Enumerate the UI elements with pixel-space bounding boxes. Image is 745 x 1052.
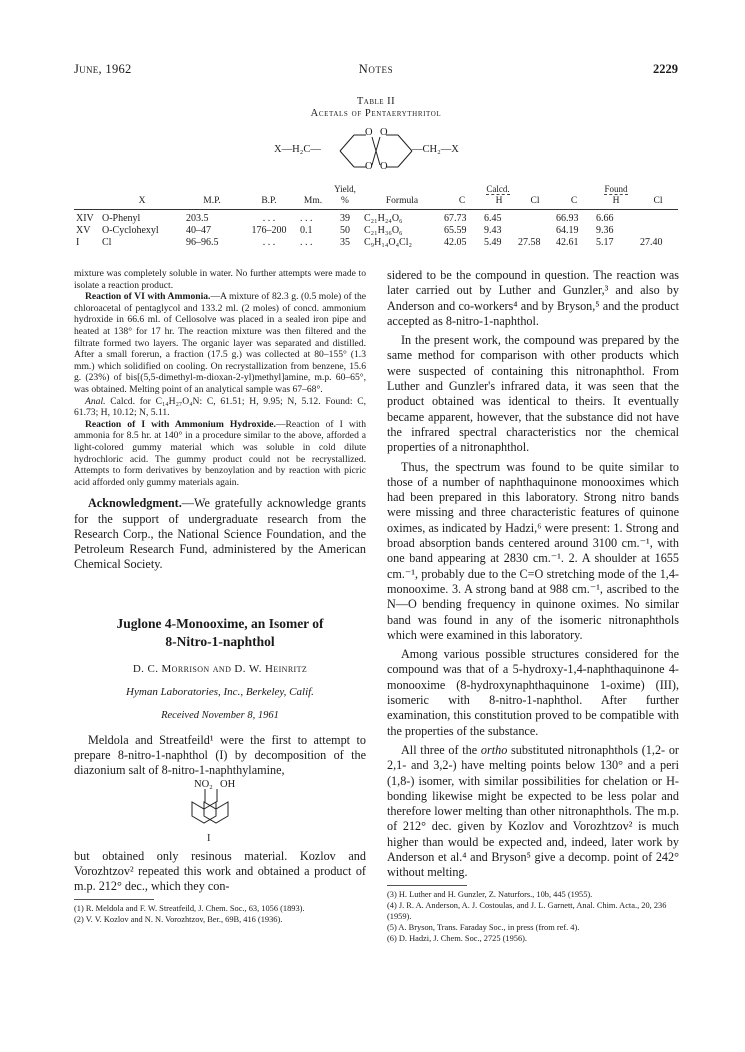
article-affiliation: Hyman Laboratories, Inc., Berkeley, Calif. bbox=[126, 685, 314, 698]
paragraph-heading: Acknowledgment. bbox=[88, 496, 182, 511]
table-cell: I bbox=[76, 237, 80, 248]
received-date: Received November 8, 1961 bbox=[161, 709, 279, 721]
column-header: % bbox=[328, 195, 362, 210]
table-cell: 42.05 bbox=[444, 237, 467, 248]
footnote: (6) D. Hadzi, J. Chem. Soc., 2725 (1956). bbox=[387, 933, 528, 943]
paragraph: mixture was completely soluble in water. No further attempts were made to isolate a reaction product. bbox=[74, 268, 366, 291]
column-header: M.P. bbox=[184, 195, 240, 210]
paragraph-text: —A mixture of 82.3 g. (0.5 mole) of the chloroacetal of pentaglycol and 133.2 ml. (2 moles) of concd. ammonium hydroxide in 66.6 ml. of Cellosolve was placed in a sealed iron pipe and heated at 138° for 17 hr. The reaction mixture was then filtered and the filtrate formed two layers. The organic layer was separated and distilled. After a small forerun, a fraction (17.5 g.) was collected at 80–155° (1.3 mm.) which solidified on cooling. On recrystallization from benzene, 15.6 g. (23%) of bis[(5,5-dimethyl-m-dioxan-2-yl)methyl]amine, m.p. 60–65°, was obtained. Melting point of an analytical sample was 67–68°. bbox=[74, 291, 366, 395]
header-date: June, 1962 bbox=[74, 62, 132, 76]
paragraph-heading: Anal. bbox=[85, 395, 106, 407]
paragraph-heading: Reaction of I with Ammonium Hydroxide. bbox=[85, 418, 276, 430]
article-authors: D. C. Morrison and D. W. Heinritz bbox=[132, 662, 308, 675]
paragraph: Thus, the spectrum was found to be quite similar to those of a number of naphthaquinone monooximes which had been prepared in this laboratory. Strong nitro bands were missing and three characteristic features of quinone oximes, as indicated by Hadzi,⁶ were present: 1. Strong and broad absorption bands centered around 3100 cm.⁻¹, with one band appearing at 2830 cm.⁻¹. 2. A shoulder at 1655 cm.⁻¹, probably due to the C=O stretching mode of the 1,4-monooxime. 3. A strong band at 988 cm.⁻¹, ascribed to the N—O bending frequency in quinone oximes. No similar band was found in any of the isomeric nitronaphthols which were examined in this laboratory. bbox=[387, 459, 679, 642]
table-cell: . . . bbox=[300, 213, 313, 224]
running-header bbox=[74, 62, 678, 78]
ring-oxygen: O bbox=[365, 127, 373, 138]
footnotes bbox=[387, 889, 679, 944]
paragraph-text: —Reaction of I with ammonia for 8.5 hr. at 140° in a procedure similar to the above, afforded a light-colored gummy material which was soluble in cold dilute hydrochloric acid. The gummy product could not be recrystallized. Attempts to form derivatives by benzoylation and by reaction with picric acid afforded only gummy materials again. bbox=[74, 418, 366, 488]
table-cell: XIV bbox=[76, 213, 94, 224]
table-cell: . . . bbox=[262, 213, 276, 224]
yield-header-top: Yield, bbox=[334, 184, 356, 194]
table-cell: 66.93 bbox=[556, 213, 579, 224]
article-title-line: Juglone 4-Monooxime, an Isomer of bbox=[116, 615, 324, 631]
table-cell: O-Cyclohexyl bbox=[102, 225, 159, 236]
paragraph bbox=[74, 419, 366, 489]
table-cell: 40–47 bbox=[186, 225, 211, 236]
paragraph-text: substituted nitronaphthols (1,2- or 2,1- and 3,2-) have melting points below 130° and a peri (1,8-) isomer, with similar possibilities for chelation or H-bonding likewise might be expected to be less polar and therefore lower melting than other nitronaphthols. The m.p. of 212° dec. given by Kozlov and Vorozhtzov² is much higher than would be expected and, indeed, later work by Anderson et al.⁴ and Bryson⁵ give a decomp. point of 242° without melting. bbox=[387, 742, 679, 880]
footnote: (5) A. Bryson, Trans. Faraday Soc., in press (from ref. 4). bbox=[387, 922, 580, 932]
footnote: (3) H. Luther and H. Gunzler, Z. Naturfors., 10b, 445 (1955). bbox=[387, 889, 593, 899]
naphthalene-drawing bbox=[74, 783, 366, 849]
paragraph bbox=[74, 291, 366, 395]
paragraph: Among various possible structures considered for the compound was that of a 5-hydroxy-1,4-naphthaquinone 4-monooxime (8-hydroxynaphthaquinone 1-oxime) (III), isomeric with 8-nitro-1-naphthol. After further examination, this constitution proved to be compatible with the properties of the substance. bbox=[387, 647, 679, 738]
left-column bbox=[74, 268, 366, 925]
column-header: B.P. bbox=[240, 195, 298, 210]
footnotes bbox=[74, 903, 366, 925]
table-header-row bbox=[74, 195, 678, 210]
table-cell: 6.66 bbox=[596, 213, 614, 224]
table-cell bbox=[638, 210, 678, 226]
paragraph-heading: Reaction of VI with Ammonia. bbox=[85, 291, 211, 303]
column-header: Cl bbox=[638, 195, 678, 210]
paragraph-text: All three of the bbox=[401, 742, 481, 757]
article-title-line: 8-Nitro-1-naphthol bbox=[165, 633, 275, 649]
table-number: Table II bbox=[356, 96, 396, 107]
article-body bbox=[74, 733, 366, 779]
table-cell: 9.36 bbox=[596, 225, 614, 236]
right-column bbox=[387, 268, 679, 944]
paragraph bbox=[387, 743, 679, 881]
table-cell: 67.73 bbox=[444, 213, 467, 224]
table-cell: 6.45 bbox=[484, 213, 502, 224]
table-cell: C₉H₁₄O₄Cl₂ bbox=[364, 237, 412, 248]
article-body-continued bbox=[74, 849, 366, 895]
table-cell: C₂₁H₃₆O₆ bbox=[364, 225, 403, 236]
calcd-group-header: Calcd. bbox=[486, 184, 510, 194]
column-header: H bbox=[594, 195, 638, 210]
right-substituent: —CH₂—X bbox=[412, 144, 459, 155]
article-title bbox=[74, 615, 366, 651]
acetals-table bbox=[74, 183, 678, 249]
spiro-acetal-structure bbox=[266, 121, 486, 181]
table-cell: 42.61 bbox=[556, 237, 579, 248]
table-cell: O-Phenyl bbox=[102, 213, 141, 224]
ring-oxygen: O bbox=[380, 127, 388, 138]
paragraph bbox=[74, 496, 366, 572]
nitro-group-label: NO₂ bbox=[194, 778, 213, 790]
column-header: Mm. bbox=[298, 195, 328, 210]
column-header: X bbox=[100, 195, 184, 210]
found-group-header: Found bbox=[604, 184, 628, 194]
table-cell: 50 bbox=[340, 225, 350, 236]
table-cell: 96–96.5 bbox=[186, 237, 219, 248]
acknowledgment bbox=[74, 496, 366, 572]
table-cell: 27.40 bbox=[640, 237, 663, 248]
footnote: (2) V. V. Kozlov and N. N. Vorozhtzov, Ber., 69B, 416 (1936). bbox=[74, 914, 283, 924]
compound-label: I bbox=[207, 832, 211, 844]
ring-oxygen: O bbox=[380, 161, 388, 172]
paragraph: In the present work, the compound was prepared by the same method for comparison with other products which were suspected of containing this nitronaphthol. From Luther and Gunzler's infrared data, it was seen that the product obtained was identical to theirs. It eventually became apparent, however, that the substance did not have the infrared spectral characteristics nor the chemical properties of a nitronaphthol. bbox=[387, 333, 679, 455]
table-cell: 203.5 bbox=[186, 213, 209, 224]
footnote: (1) R. Meldola and F. W. Streatfeild, J. Chem. Soc., 63, 1056 (1893). bbox=[74, 903, 305, 913]
table-cell: 176–200 bbox=[251, 225, 287, 236]
compound-i-structure bbox=[74, 778, 366, 849]
paragraph: sidered to be the compound in question. The reaction was later carried out by Luther and Gunzler,³ and also by Anderson and co-workers⁴ and by Bryson,⁵ and the product accepted as 8-nitro-1-naphthol. bbox=[387, 268, 679, 328]
column-header: Cl bbox=[516, 195, 554, 210]
table-cell: 65.59 bbox=[444, 225, 467, 236]
table-cell: C₂₁H₂₄O₆ bbox=[364, 213, 403, 224]
column-header: C bbox=[554, 195, 594, 210]
table-cell: . . . bbox=[262, 237, 276, 248]
table-cell: 5.49 bbox=[484, 237, 502, 248]
table-cell: Cl bbox=[102, 237, 112, 248]
table-cell: 39 bbox=[340, 213, 350, 224]
table-row bbox=[74, 237, 678, 249]
paragraph-text: —We gratefully acknowledge grants for the support of undergraduate research from the Research Corp., the National Science Foundation, and the Petroleum Research Fund, administered by the American Chemical Society. bbox=[74, 496, 366, 572]
header-section: Notes bbox=[358, 62, 394, 76]
left-substituent: X—H₂C— bbox=[274, 144, 321, 155]
footnote: (4) J. R. A. Anderson, A. J. Costoulas, and J. L. Garnett, Anal. Chim. Acta., 20, 236 (1959). bbox=[387, 900, 667, 921]
paragraph-text: Calcd. for C₁₄H₂₇O₄N: C, 61.51; H, 9.95; N, 5.12. Found: C, 61.73; H, 10.12; N, 5.11. bbox=[74, 395, 366, 419]
article-body-right bbox=[387, 268, 679, 881]
paragraph: Meldola and Streatfeild¹ were the first to attempt to prepare 8-nitro-1-naphthol (I) by decomposition of the diazonium salt of 8-nitro-1-naphthylamine, bbox=[74, 732, 366, 778]
column-header: Formula bbox=[362, 195, 442, 210]
footnote-rule bbox=[387, 885, 467, 886]
footnote-rule bbox=[74, 899, 154, 900]
table-cell bbox=[516, 225, 554, 237]
table-cell: 64.19 bbox=[556, 225, 579, 236]
emphasis: ortho bbox=[480, 742, 508, 757]
table-cell: 27.58 bbox=[518, 237, 541, 248]
table-title: Acetals of Pentaerythritol bbox=[310, 108, 442, 119]
table-row bbox=[74, 210, 678, 226]
table-cell: 0.1 bbox=[300, 225, 313, 236]
table-cell: 5.17 bbox=[596, 237, 614, 248]
table-cell: 35 bbox=[340, 237, 350, 248]
paragraph: but obtained only resinous material. Kozlov and Vorozhtzov² repeated this work and obtained a product of m.p. 212° dec., which they con- bbox=[74, 848, 366, 894]
ring-oxygen: O bbox=[365, 161, 373, 172]
table-cell bbox=[638, 225, 678, 237]
column-header: H bbox=[482, 195, 516, 210]
table-header-top-row bbox=[74, 183, 678, 195]
table-row bbox=[74, 225, 678, 237]
experimental-section bbox=[74, 268, 366, 488]
table-cell: 9.43 bbox=[484, 225, 502, 236]
paragraph bbox=[74, 396, 366, 419]
table-cell: . . . bbox=[300, 237, 313, 248]
table-cell bbox=[516, 210, 554, 226]
table-ii bbox=[74, 96, 678, 249]
page-number: 2229 bbox=[653, 62, 678, 76]
table-cell: XV bbox=[76, 225, 91, 236]
column-header: C bbox=[442, 195, 482, 210]
hydroxyl-group-label: OH bbox=[220, 778, 236, 790]
